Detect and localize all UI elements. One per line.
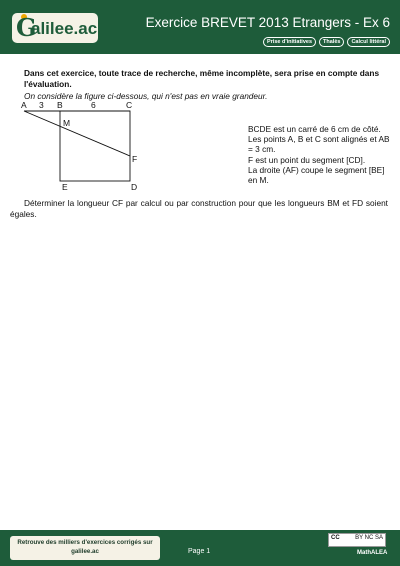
- page-number: Page 1: [188, 548, 211, 555]
- figure-caption: On considère la figure ci-dessous, qui n'est pas en vraie grandeur.: [24, 91, 268, 101]
- tag-thales: Thalès: [319, 37, 344, 47]
- tag-calcul-litteral: Calcul littéral: [347, 37, 390, 47]
- label-B: B: [57, 100, 63, 110]
- fact-point-F: F est un point du segment [CD].: [248, 154, 366, 165]
- tag-list: [263, 37, 390, 47]
- logo-text: alilee.ac: [31, 19, 98, 38]
- cc-icon: CC: [331, 535, 340, 541]
- mathalea-brand: MathALEA: [357, 550, 388, 556]
- galilee-logo[interactable]: [12, 13, 98, 43]
- square-BCDE: [60, 111, 130, 181]
- license-terms: BY NC SA: [355, 535, 383, 541]
- license-badge[interactable]: [328, 533, 386, 547]
- label-A: A: [21, 100, 27, 110]
- page-title: Exercice BREVET 2013 Etrangers - Ex 6: [145, 15, 390, 30]
- logo-letter: G: [16, 13, 37, 42]
- label-6: 6: [91, 100, 96, 110]
- geometry-figure: [16, 99, 146, 195]
- figure-facts: [248, 124, 396, 185]
- label-F: F: [132, 154, 138, 164]
- label-3: 3: [39, 100, 44, 110]
- label-M: M: [63, 118, 71, 128]
- promo-text: Retrouve des milliers d'exercices corrigés sur galilee.ac: [17, 539, 153, 555]
- line-AF: [24, 111, 130, 156]
- label-E: E: [62, 182, 68, 192]
- intro-text: Dans cet exercice, toute trace de recherche, même incomplète, sera prise en compte dans l'évaluation.: [24, 68, 380, 89]
- header: [0, 0, 400, 54]
- tag-initiatives: Prise d'initiatives: [263, 37, 316, 47]
- label-D: D: [131, 182, 138, 192]
- fact-intersection-M: La droite (AF) coupe le segment [BE] en M.: [248, 164, 385, 186]
- fact-aligned: Les points A, B et C sont alignés et AB = 3 cm.: [248, 134, 390, 155]
- question-text: Déterminer la longueur CF par calcul ou par construction pour que les longueurs BM et FD soient égales.: [10, 198, 388, 219]
- fact-square: BCDE est un carré de 6 cm de côté.: [248, 124, 381, 134]
- label-C: C: [126, 100, 133, 110]
- promo-link[interactable]: [10, 536, 160, 560]
